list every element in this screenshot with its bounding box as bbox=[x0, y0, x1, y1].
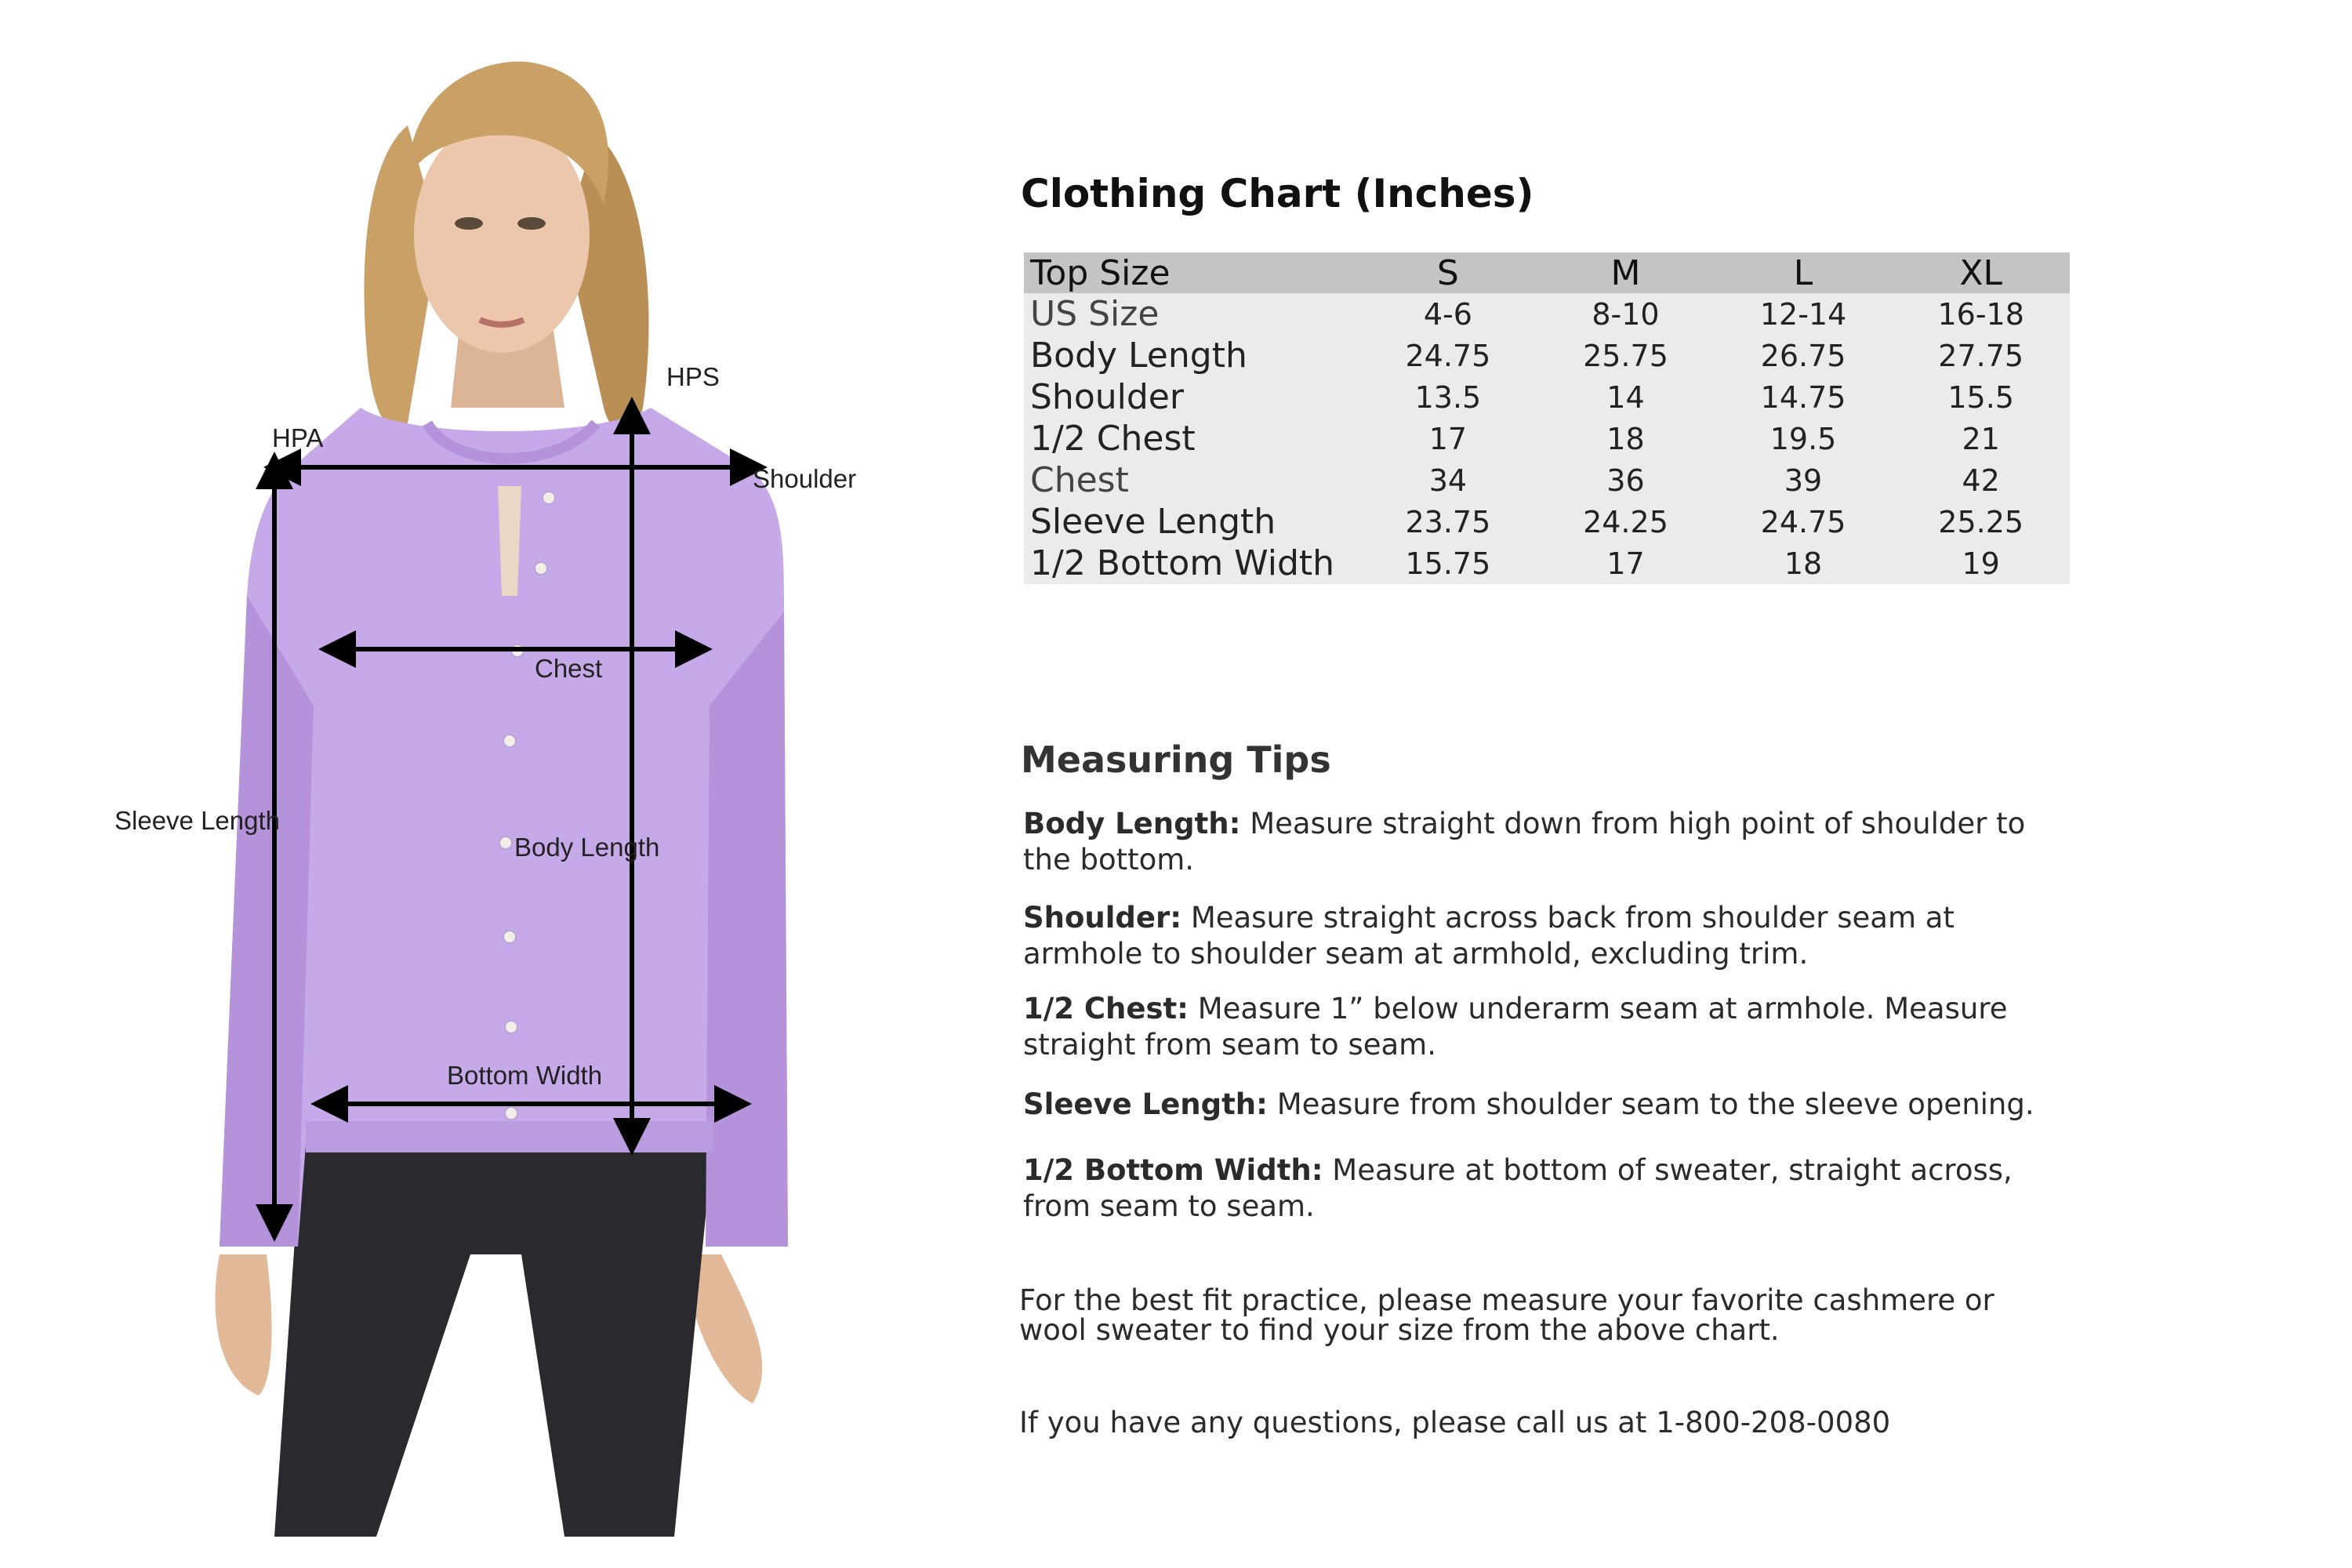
tip-text: Measure straight across back from shoulder seam at armhole to shoulder seam at armhold, excluding trim. bbox=[1023, 901, 1955, 971]
tip-half-chest bbox=[1023, 991, 2058, 1063]
table-cell: 13.5 bbox=[1414, 379, 1482, 415]
tip-term: Sleeve Length: bbox=[1023, 1087, 1268, 1121]
table-cell: 36 bbox=[1606, 463, 1645, 498]
table-cell: 17 bbox=[1428, 421, 1468, 456]
tip-text: Measure 1” below underarm seam at armhole. Measure straight from seam to seam. bbox=[1023, 992, 2008, 1062]
table-cell: 39 bbox=[1784, 463, 1823, 498]
chart-title: Clothing Chart (Inches) bbox=[1021, 171, 1534, 216]
table-cell: 23.75 bbox=[1405, 504, 1491, 539]
size-header-m: M bbox=[1610, 252, 1641, 293]
row-label: 1/2 Bottom Width bbox=[1030, 543, 1335, 583]
tip-body-length bbox=[1023, 806, 2058, 878]
chest-label: Chest bbox=[535, 654, 603, 683]
table-cell: 19.5 bbox=[1769, 421, 1837, 456]
table-cell: 25.75 bbox=[1583, 338, 1668, 373]
tip-text: Measure from shoulder seam to the sleeve opening. bbox=[1267, 1087, 2034, 1121]
header-label: Top Size bbox=[1030, 252, 1171, 293]
measuring-tips-title: Measuring Tips bbox=[1021, 739, 1331, 781]
table-cell: 27.75 bbox=[1938, 338, 2024, 373]
sleeve-length-label: Sleeve Length bbox=[114, 806, 281, 835]
row-label: Body Length bbox=[1030, 336, 1247, 376]
body-length-label: Body Length bbox=[514, 833, 660, 862]
size-header-s: S bbox=[1436, 252, 1459, 293]
pants bbox=[274, 1137, 713, 1537]
table-cell: 24.25 bbox=[1583, 504, 1668, 539]
row-label: Shoulder bbox=[1030, 377, 1184, 417]
table-cell: 25.25 bbox=[1938, 504, 2024, 539]
table-cell: 21 bbox=[1962, 421, 2000, 456]
row-label: US Size bbox=[1030, 294, 1160, 334]
tip-term: Shoulder: bbox=[1023, 901, 1182, 935]
tip-text: Measure straight down from high point of shoulder to the bottom. bbox=[1023, 807, 2026, 877]
table-cell: 15.75 bbox=[1405, 546, 1491, 581]
size-header-l: L bbox=[1793, 252, 1813, 293]
contact-note: If you have any questions, please call us at 1-800-208-0080 bbox=[1019, 1406, 1891, 1439]
size-header-xl: XL bbox=[1959, 252, 2002, 293]
tip-term: Body Length: bbox=[1023, 807, 1241, 840]
table-row bbox=[1024, 293, 2070, 335]
fit-note: For the best fit practice, please measure your favorite cashmere or wool sweater to find your size from the above chart. bbox=[1019, 1283, 1994, 1347]
row-label: 1/2 Chest bbox=[1030, 419, 1196, 459]
table-cell: 4-6 bbox=[1423, 296, 1472, 332]
tip-term: 1/2 Chest: bbox=[1023, 992, 1189, 1025]
table-cell: 18 bbox=[1606, 421, 1645, 456]
shoulder-label: Shoulder bbox=[753, 464, 857, 493]
row-label: Sleeve Length bbox=[1030, 502, 1276, 542]
table-header-row bbox=[1024, 252, 2070, 293]
table-cell: 8-10 bbox=[1592, 296, 1660, 332]
table-cell: 26.75 bbox=[1760, 338, 1846, 373]
table-cell: 16-18 bbox=[1937, 296, 2024, 332]
row-label: Chest bbox=[1030, 460, 1129, 500]
model-illustration bbox=[0, 0, 980, 1568]
tip-shoulder bbox=[1023, 900, 2058, 972]
model-measurement-figure bbox=[0, 0, 980, 1568]
hps-label: HPS bbox=[666, 362, 720, 391]
tip-half-bottom-width bbox=[1023, 1152, 2058, 1225]
table-row bbox=[1024, 459, 2070, 501]
left-hand bbox=[215, 1254, 271, 1396]
table-cell: 15.5 bbox=[1947, 379, 2014, 415]
table-cell: 14.75 bbox=[1760, 379, 1846, 415]
table-row bbox=[1024, 376, 2070, 418]
table-cell: 24.75 bbox=[1405, 338, 1491, 373]
tip-text: Measure at bottom of sweater, straight across, from seam to seam. bbox=[1023, 1153, 2013, 1223]
size-chart-table bbox=[1024, 252, 2070, 584]
table-cell: 24.75 bbox=[1760, 504, 1846, 539]
tip-term: 1/2 Bottom Width: bbox=[1023, 1153, 1323, 1187]
face bbox=[414, 118, 590, 353]
hpa-label: HPA bbox=[272, 423, 324, 452]
table-cell: 17 bbox=[1606, 546, 1645, 581]
bottom-width-label: Bottom Width bbox=[447, 1061, 603, 1090]
table-cell: 12-14 bbox=[1759, 296, 1847, 332]
table-cell: 14 bbox=[1606, 379, 1645, 415]
table-cell: 18 bbox=[1784, 546, 1823, 581]
table-row bbox=[1024, 501, 2070, 543]
table-row bbox=[1024, 543, 2070, 584]
tip-sleeve-length bbox=[1023, 1087, 2058, 1123]
table-cell: 42 bbox=[1962, 463, 2000, 498]
table-cell: 19 bbox=[1962, 546, 2000, 581]
table-row bbox=[1024, 335, 2070, 376]
table-row bbox=[1024, 418, 2070, 459]
table-cell: 34 bbox=[1428, 463, 1468, 498]
